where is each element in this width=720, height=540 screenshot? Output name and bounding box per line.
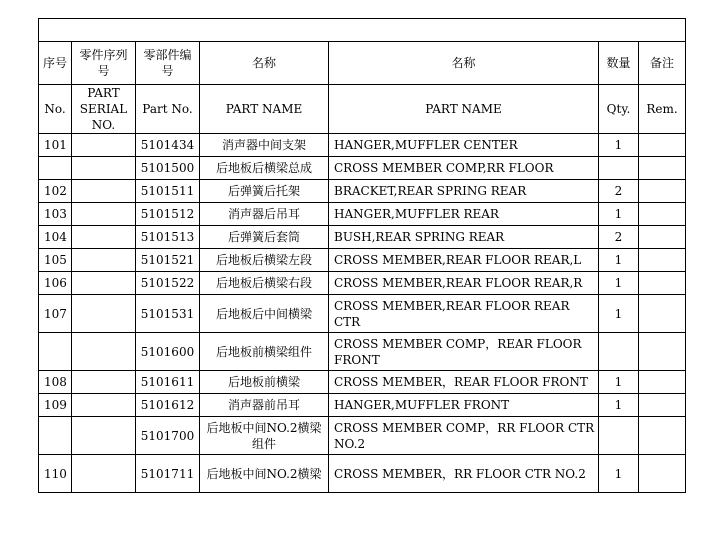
table-row [39, 295, 686, 333]
cell-name-cn: 后地板后横梁右段 [200, 272, 329, 295]
cell-part-no: 5101700 [136, 417, 200, 455]
header-name-en-cn: 名称 [329, 42, 599, 85]
cell-remark [639, 226, 686, 249]
cell-no: 103 [39, 203, 72, 226]
cell-serial [72, 226, 136, 249]
cell-serial [72, 134, 136, 157]
cell-qty: 1 [599, 371, 639, 394]
cell-qty: 1 [599, 295, 639, 333]
cell-remark [639, 134, 686, 157]
cell-no: 110 [39, 455, 72, 493]
cell-qty: 1 [599, 249, 639, 272]
cell-name-cn: 后地板后横梁总成 [200, 157, 329, 180]
cell-no: 107 [39, 295, 72, 333]
header-serial-en: PART SERIAL NO. [72, 85, 136, 134]
table-title-bar [39, 19, 686, 42]
cell-no: 109 [39, 394, 72, 417]
table-row [39, 333, 686, 371]
cell-part-no: 5101512 [136, 203, 200, 226]
cell-name-cn: 后弹簧后托架 [200, 180, 329, 203]
cell-name-cn: 后地板前横梁 [200, 371, 329, 394]
cell-qty [599, 333, 639, 371]
cell-part-no: 5101612 [136, 394, 200, 417]
header-qty-en: Qty. [599, 85, 639, 134]
cell-name-en: CROSS MEMBER,REAR FLOOR REAR,R [329, 272, 599, 295]
cell-part-no: 5101500 [136, 157, 200, 180]
cell-part-no: 5101521 [136, 249, 200, 272]
table-row [39, 371, 686, 394]
cell-no: 108 [39, 371, 72, 394]
header-row-cn [39, 42, 686, 85]
header-remark-cn: 备注 [639, 42, 686, 85]
parts-table [38, 18, 686, 493]
cell-serial [72, 333, 136, 371]
cell-qty: 2 [599, 180, 639, 203]
cell-part-no: 5101611 [136, 371, 200, 394]
header-name-cn: 名称 [200, 42, 329, 85]
header-part-no-en: Part No. [136, 85, 200, 134]
cell-name-en: CROSS MEMBER,REAR FLOOR REAR,L [329, 249, 599, 272]
cell-no: 105 [39, 249, 72, 272]
cell-remark [639, 333, 686, 371]
cell-remark [639, 157, 686, 180]
table-row [39, 272, 686, 295]
cell-no [39, 333, 72, 371]
cell-no [39, 157, 72, 180]
header-qty-cn: 数量 [599, 42, 639, 85]
header-seq-en: No. [39, 85, 72, 134]
parts-rows [39, 134, 686, 493]
cell-serial [72, 157, 136, 180]
cell-qty: 1 [599, 272, 639, 295]
cell-part-no: 5101531 [136, 295, 200, 333]
table-row [39, 455, 686, 493]
cell-name-en: HANGER,MUFFLER CENTER [329, 134, 599, 157]
cell-qty [599, 417, 639, 455]
cell-name-en: CROSS MEMBER COMP，RR FLOOR CTR NO.2 [329, 417, 599, 455]
table-row [39, 394, 686, 417]
table-row [39, 203, 686, 226]
cell-part-no: 5101600 [136, 333, 200, 371]
cell-name-cn: 后弹簧后套筒 [200, 226, 329, 249]
header-part-no-cn: 零部件编号 [136, 42, 200, 85]
table-row [39, 157, 686, 180]
cell-remark [639, 272, 686, 295]
cell-part-no: 5101434 [136, 134, 200, 157]
cell-remark [639, 417, 686, 455]
cell-part-no: 5101511 [136, 180, 200, 203]
cell-serial [72, 272, 136, 295]
cell-name-cn: 后地板后中间横梁 [200, 295, 329, 333]
cell-serial [72, 455, 136, 493]
cell-serial [72, 417, 136, 455]
cell-serial [72, 203, 136, 226]
cell-serial [72, 249, 136, 272]
cell-name-cn: 后地板中间NO.2横梁组件 [200, 417, 329, 455]
cell-no: 102 [39, 180, 72, 203]
cell-name-cn: 消声器中间支架 [200, 134, 329, 157]
cell-part-no: 5101711 [136, 455, 200, 493]
cell-serial [72, 295, 136, 333]
cell-no [39, 417, 72, 455]
table-row [39, 417, 686, 455]
header-remark-en: Rem. [639, 85, 686, 134]
cell-no: 104 [39, 226, 72, 249]
cell-name-en: CROSS MEMBER COMP,RR FLOOR [329, 157, 599, 180]
cell-remark [639, 249, 686, 272]
cell-no: 101 [39, 134, 72, 157]
cell-name-cn: 后地板后横梁左段 [200, 249, 329, 272]
cell-part-no: 5101522 [136, 272, 200, 295]
cell-qty: 1 [599, 203, 639, 226]
cell-name-en: BRACKET,REAR SPRING REAR [329, 180, 599, 203]
header-serial-cn: 零件序列号 [72, 42, 136, 85]
cell-name-en: HANGER,MUFFLER REAR [329, 203, 599, 226]
cell-qty: 1 [599, 394, 639, 417]
table-row [39, 226, 686, 249]
cell-name-cn: 后地板中间NO.2横梁 [200, 455, 329, 493]
cell-serial [72, 180, 136, 203]
cell-name-cn: 消声器前吊耳 [200, 394, 329, 417]
header-name-en: PART NAME [200, 85, 329, 134]
cell-part-no: 5101513 [136, 226, 200, 249]
cell-remark [639, 371, 686, 394]
cell-remark [639, 203, 686, 226]
cell-name-en: BUSH,REAR SPRING REAR [329, 226, 599, 249]
cell-no: 106 [39, 272, 72, 295]
cell-qty: 1 [599, 455, 639, 493]
cell-qty: 2 [599, 226, 639, 249]
table-row [39, 180, 686, 203]
cell-name-en: CROSS MEMBER，RR FLOOR CTR NO.2 [329, 455, 599, 493]
table-row [39, 134, 686, 157]
cell-name-cn: 后地板前横梁组件 [200, 333, 329, 371]
cell-name-en: CROSS MEMBER，REAR FLOOR FRONT [329, 371, 599, 394]
cell-serial [72, 371, 136, 394]
cell-name-en: HANGER,MUFFLER FRONT [329, 394, 599, 417]
cell-remark [639, 455, 686, 493]
cell-remark [639, 295, 686, 333]
cell-qty [599, 157, 639, 180]
cell-name-en: CROSS MEMBER,REAR FLOOR REAR CTR [329, 295, 599, 333]
cell-name-cn: 消声器后吊耳 [200, 203, 329, 226]
cell-remark [639, 180, 686, 203]
cell-qty: 1 [599, 134, 639, 157]
cell-remark [639, 394, 686, 417]
cell-name-en: CROSS MEMBER COMP，REAR FLOOR FRONT [329, 333, 599, 371]
header-seq-cn: 序号 [39, 42, 72, 85]
cell-serial [72, 394, 136, 417]
table-row [39, 249, 686, 272]
header-row-en [39, 85, 686, 134]
header-name-en2: PART NAME [329, 85, 599, 134]
